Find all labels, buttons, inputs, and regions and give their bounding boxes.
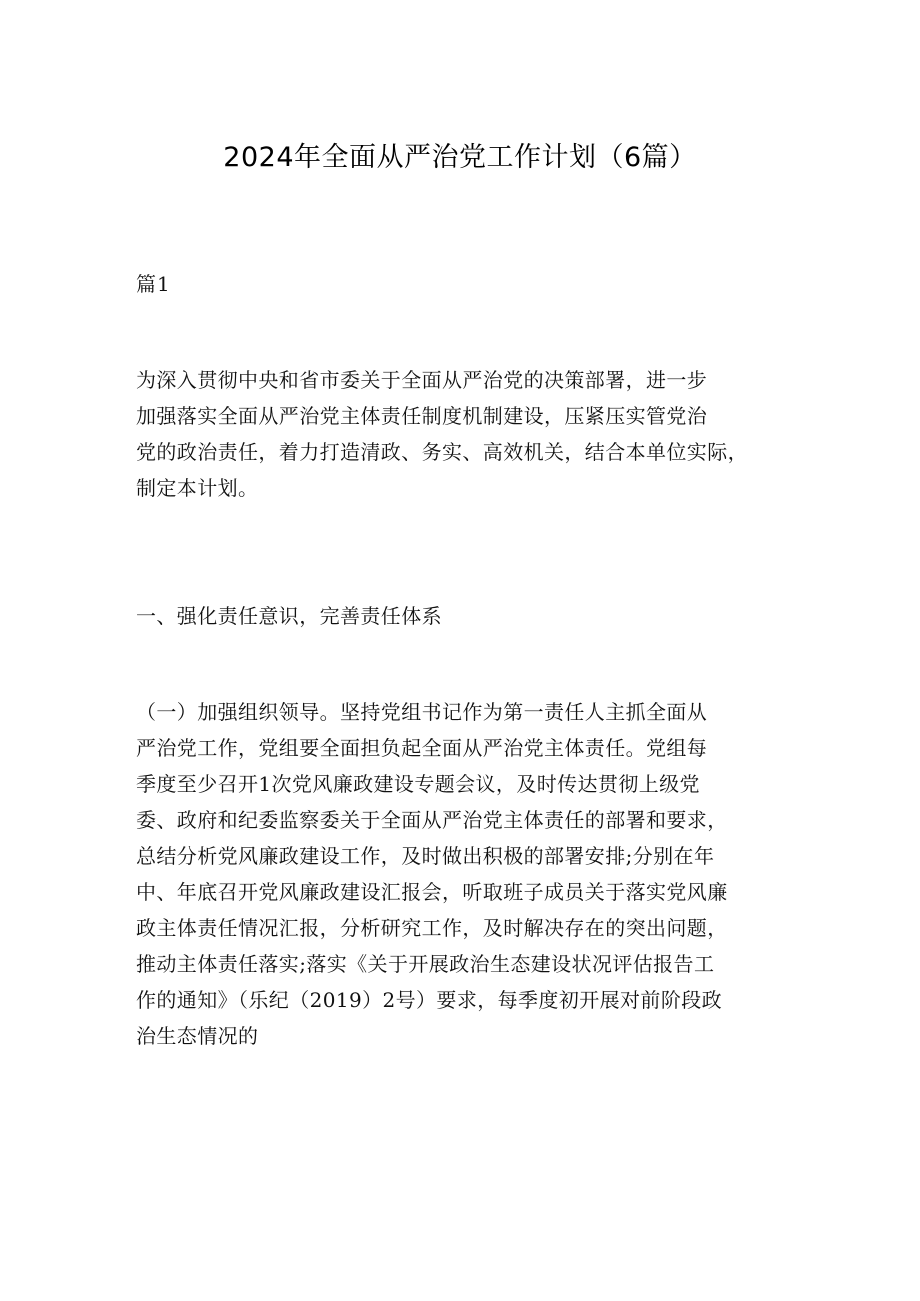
paragraph-line: 党的政治责任，着力打造清政、务实、高效机关，结合本单位实际， — [136, 440, 748, 464]
paragraph-line: 作的通知》（乐纪（2019）2号）要求，每季度初开展对前阶段政 — [136, 988, 723, 1012]
paragraph-line: 季度至少召开1次党风廉政建设专题会议，及时传达贯彻上级党 — [136, 772, 700, 796]
paragraph-line: 总结分析党风廉政建设工作，及时做出积极的部署安排;分别在年 — [136, 844, 715, 868]
paragraph-line: （一）加强组织领导。坚持党组书记作为第一责任人主抓全面从 — [136, 700, 708, 724]
section-heading — [136, 598, 796, 634]
section-label: 篇1 — [136, 272, 171, 296]
body-paragraph — [136, 694, 796, 1054]
paragraph-line: 加强落实全面从严治党主体责任制度机制建设，压紧压实管党治 — [136, 404, 708, 428]
paragraph-line: 政主体责任情况汇报，分析研究工作，及时解决存在的突出问题， — [136, 916, 728, 940]
paragraph-line: 制定本计划。 — [136, 476, 259, 500]
heading-text: 一、强化责任意识，完善责任体系 — [136, 604, 442, 628]
paragraph-line: 为深入贯彻中央和省市委关于全面从严治党的决策部署，进一步 — [136, 368, 708, 392]
paragraph-line: 严治党工作，党组要全面担负起全面从严治党主体责任。党组每 — [136, 736, 708, 760]
intro-paragraph — [136, 362, 796, 506]
paragraph-line: 中、年底召开党风廉政建设汇报会，听取班子成员关于落实党风廉 — [136, 880, 728, 904]
document-title: 2024年全面从严治党工作计划（6篇） — [223, 142, 697, 173]
paragraph-line: 推动主体责任落实;落实《关于开展政治生态建设状况评估报告工 — [136, 952, 715, 976]
paragraph-line: 治生态情况的 — [136, 1024, 259, 1048]
paragraph-line: 委、政府和纪委监察委关于全面从严治党主体责任的部署和要求， — [136, 808, 728, 832]
